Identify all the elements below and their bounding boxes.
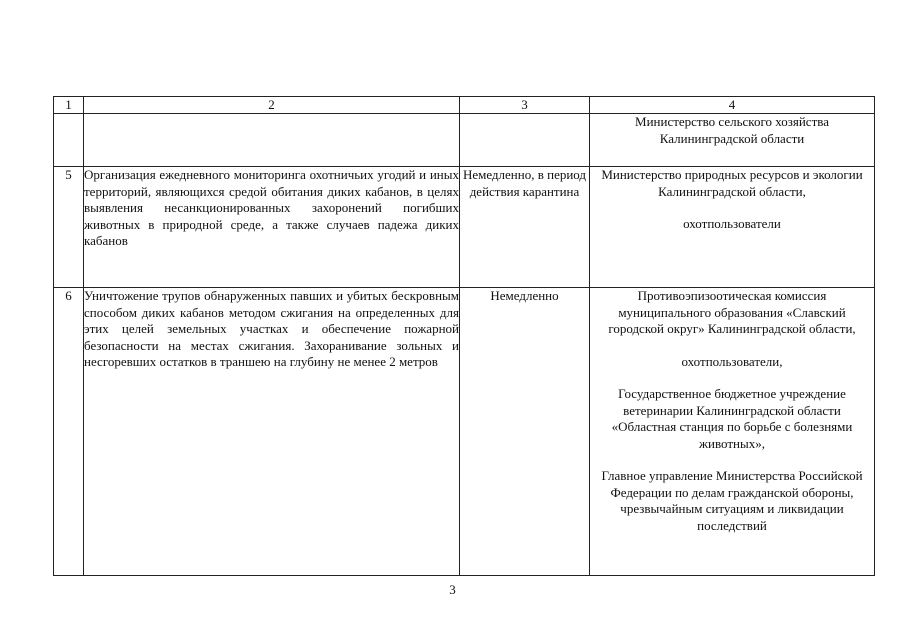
responsible-entry: Министерство сельского хозяйства Калининградской области bbox=[635, 114, 829, 146]
table-header-row bbox=[54, 97, 875, 114]
page-number: 3 bbox=[449, 582, 456, 597]
header-col-1: 1 bbox=[54, 97, 84, 114]
responsible-entry: охотпользователи bbox=[683, 216, 781, 231]
row6-num: 6 bbox=[54, 288, 84, 576]
entry-gap bbox=[590, 338, 874, 354]
table-row-continued bbox=[54, 114, 875, 167]
entry-gap bbox=[590, 200, 874, 216]
entry-gap bbox=[590, 370, 874, 386]
responsible-entry: Главное управление Министерства Российской Федерации по делам гражданской обороны, чрезвычайным ситуациям и ликвидации последствий bbox=[601, 468, 863, 533]
row5-num: 5 bbox=[54, 167, 84, 288]
header-col-4: 4 bbox=[590, 97, 875, 114]
table-row-6 bbox=[54, 288, 875, 576]
row-cont-num bbox=[54, 114, 84, 167]
row6-term: Немедленно bbox=[460, 288, 590, 576]
entry-gap bbox=[590, 452, 874, 468]
responsible-entry: Государственное бюджетное учреждение ветеринарии Калининградской области «Областная станция по борьбе с болезнями животных», bbox=[611, 386, 853, 451]
header-col-3: 3 bbox=[460, 97, 590, 114]
responsible-entry: Министерство природных ресурсов и экологии Калининградской области, bbox=[601, 167, 863, 199]
row6-action: Уничтожение трупов обнаруженных павших и убитых бескровным способом диких кабанов методом сжигания на определенных для этих целей земельных участках и обеспечение пожарной безопасности на местах сжигания. Захоранивание зольных и несгоревших остатков в траншею на глубину не менее 2 метров bbox=[84, 288, 460, 576]
row-cont-term bbox=[460, 114, 590, 167]
row-cont-responsible bbox=[590, 114, 875, 167]
row-cont-action bbox=[84, 114, 460, 167]
responsible-entry: охотпользователи, bbox=[681, 353, 783, 369]
header-col-2: 2 bbox=[84, 97, 460, 114]
measures-table bbox=[53, 96, 875, 576]
row5-action: Организация ежедневного мониторинга охотничьих угодий и иных территорий, являющихся средой обитания диких кабанов, в целях выявления несанкционированных захоронений погибших животных в природной среде, а также случаев падежа диких кабанов bbox=[84, 167, 460, 288]
row5-term: Немедленно, в период действия карантина bbox=[460, 167, 590, 288]
responsible-entry: Противоэпизоотическая комиссия муниципального образования «Славский городской округ» Калининградской области, bbox=[608, 288, 856, 336]
row5-responsible bbox=[590, 167, 875, 288]
table-row-5 bbox=[54, 167, 875, 288]
row6-responsible bbox=[590, 288, 875, 576]
